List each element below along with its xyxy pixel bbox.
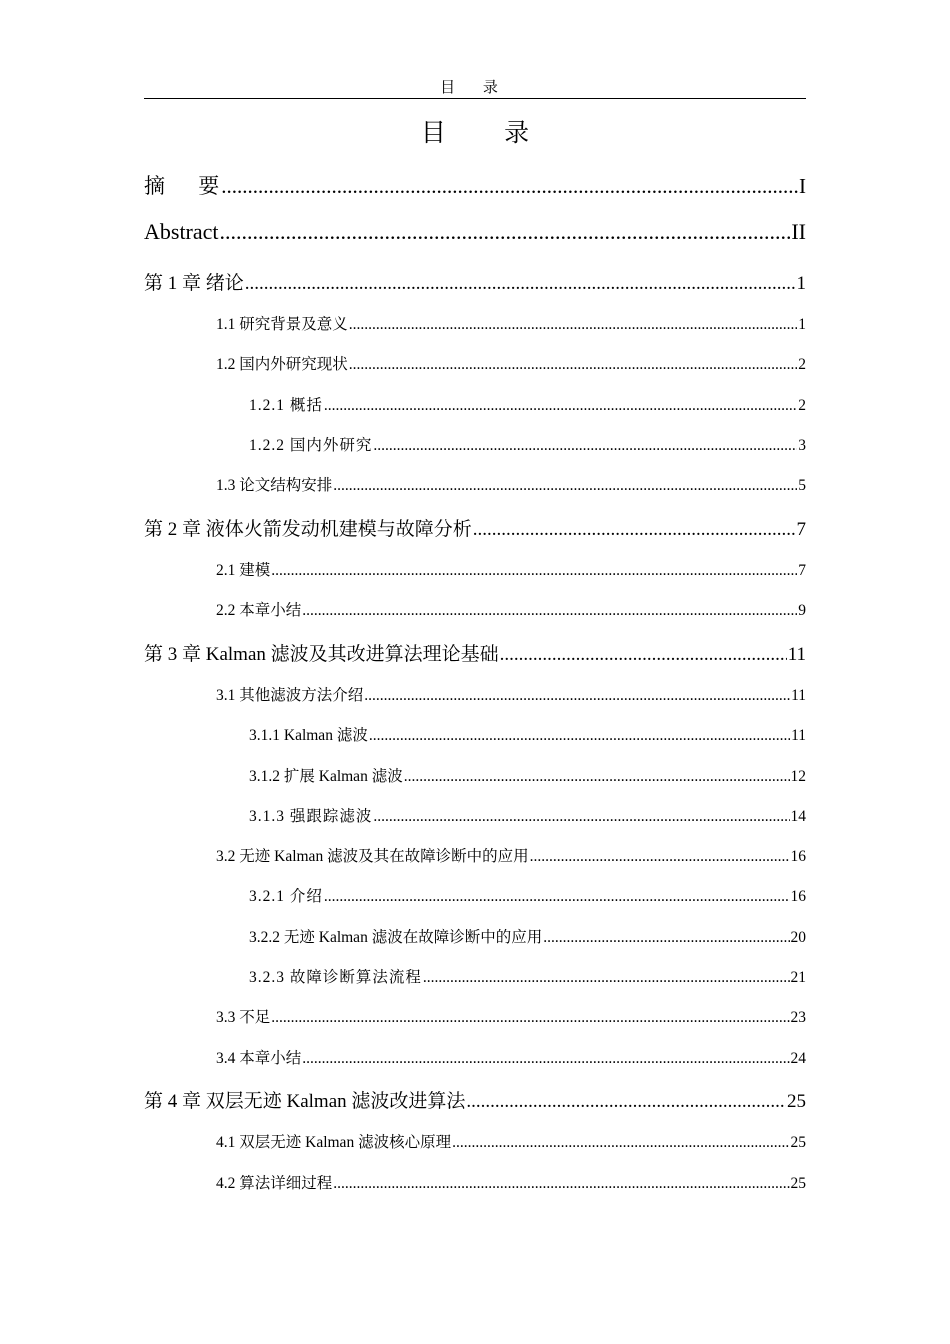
toc-leader-dots [530,848,790,866]
toc-entry-label: 3.4 本章小结 [216,1050,302,1067]
toc-entry-section[interactable] [216,598,806,620]
toc-entry-page: 12 [790,768,806,785]
toc-entry-page: 25 [790,1175,806,1192]
toc-entry-page: I [799,174,806,198]
toc-entry-page: 20 [790,929,806,946]
toc-entry-label: 3.1.1 Kalman 滤波 [249,727,368,744]
toc-entry-label: 3.2.1 介绍 [249,888,323,905]
toc-entry-chapter-2[interactable] [144,514,806,541]
toc-leader-dots [473,519,796,541]
toc-leader-dots [373,808,789,826]
toc-entry-subsection[interactable] [249,925,806,947]
toc-leader-dots [221,174,798,199]
toc-entry-page: 5 [798,477,806,494]
toc-leader-dots [324,397,797,415]
toc-leader-dots [333,1175,789,1193]
toc-entry-section[interactable] [216,352,806,374]
toc-leader-dots [302,602,797,620]
page-title: 目 录 [420,120,556,147]
toc-entry-label: 摘 要 [144,174,234,198]
toc-entry-subsection[interactable] [249,764,806,786]
toc-entry-page: 16 [790,848,806,865]
toc-leader-dots [466,1091,786,1113]
toc-leader-dots [324,888,790,906]
toc-entry-label: 2.1 建模 [216,562,271,579]
toc-entry-section[interactable] [216,844,806,866]
toc-entry-section[interactable] [216,1005,806,1027]
toc-entry-chapter-1[interactable] [144,268,806,295]
toc-entry-page: 3 [798,437,806,454]
toc-entry-label: 第 3 章 Kalman 滤波及其改进算法理论基础 [144,644,499,665]
toc-entry-section[interactable] [216,473,806,495]
running-header: 目 录 [440,80,510,96]
toc-entry-page: 1 [798,316,806,333]
header-rule [144,98,806,99]
toc-entry-page: 24 [790,1050,806,1067]
toc-entry-label: 第 4 章 双层无迹 Kalman 滤波改进算法 [144,1091,466,1112]
toc-entry-section[interactable] [216,1046,806,1068]
toc-entry-chapter-4[interactable] [144,1086,806,1113]
toc-entry-subsection[interactable] [249,723,806,745]
toc-entry-label: 2.2 本章小结 [216,602,302,619]
toc-leader-dots [349,356,797,374]
toc-entry-label: 第 2 章 液体火箭发动机建模与故障分析 [144,519,472,540]
toc-leader-dots [245,273,796,295]
toc-entry-page: 11 [791,687,806,704]
toc-entry-page: 23 [790,1009,806,1026]
toc-entry-page: II [791,219,806,244]
toc-leader-dots [369,727,790,745]
toc-entry-label: 1.3 论文结构安排 [216,477,333,494]
toc-entry-section[interactable] [216,1171,806,1193]
toc-entry-subsection[interactable] [249,884,806,906]
toc-entry-label: 3.1 其他滤波方法介绍 [216,687,364,704]
toc-entry-page: 2 [798,397,806,414]
toc-entry-page: 9 [798,602,806,619]
toc-entry-page: 7 [796,519,806,540]
toc-entry-subsection[interactable] [249,804,806,826]
toc-entry-label: Abstract [144,219,219,244]
toc-entry-section[interactable] [216,1130,806,1152]
toc-entry-page: 14 [790,808,806,825]
toc-entry-label: 3.2 无迹 Kalman 滤波及其在故障诊断中的应用 [216,848,529,865]
toc-leader-dots [452,1134,789,1152]
toc-entry-page: 11 [791,727,806,744]
toc-entry-subsection[interactable] [249,433,806,455]
toc-entry-subsection[interactable] [249,393,806,415]
toc-entry-page: 21 [790,969,806,986]
toc-leader-dots [500,644,787,666]
toc-entry-label: 1.2.2 国内外研究 [249,437,373,454]
toc-entry-section[interactable] [216,683,806,705]
toc-entry-label: 1.1 研究背景及意义 [216,316,348,333]
toc-entry-page: 16 [790,888,806,905]
toc-leader-dots [373,437,797,455]
toc-leader-dots [271,1009,789,1027]
toc-entry-section[interactable] [216,558,806,580]
toc-leader-dots [271,562,797,580]
toc-entry-label: 1.2 国内外研究现状 [216,356,348,373]
toc-entry-label: 3.3 不足 [216,1009,271,1026]
toc-leader-dots [333,477,797,495]
toc-entry-label: 3.1.2 扩展 Kalman 滤波 [249,768,403,785]
toc-entry-label: 4.2 算法详细过程 [216,1175,333,1192]
toc-entry-page: 1 [796,273,806,294]
toc-entry-chapter-3[interactable] [144,639,806,666]
toc-entry-label: 1.2.1 概括 [249,397,323,414]
toc-leader-dots [423,969,790,987]
toc-entry-label: 第 1 章 绪论 [144,273,244,294]
toc-entry-label: 4.1 双层无迹 Kalman 滤波核心原理 [216,1134,452,1151]
toc-entry-label: 3.2.3 故障诊断算法流程 [249,969,422,986]
toc-leader-dots [220,219,791,245]
toc-entry-page: 25 [787,1091,806,1112]
toc-leader-dots [349,316,797,334]
toc-entry-label: 3.1.3 强跟踪滤波 [249,808,373,825]
toc-leader-dots [543,929,789,947]
toc-leader-dots [404,768,790,786]
toc-entry-label: 3.2.2 无迹 Kalman 滤波在故障诊断中的应用 [249,929,543,946]
toc-entry-page: 2 [798,356,806,373]
toc-entry-page: 11 [787,644,806,665]
toc-entry-page: 25 [790,1134,806,1151]
toc-entry-section[interactable] [216,312,806,334]
toc-leader-dots [364,687,790,705]
toc-entry-page: 7 [798,562,806,579]
toc-entry-abstract-cn[interactable] [144,170,806,200]
toc-entry-subsection[interactable] [249,965,806,987]
toc-entry-abstract-en[interactable] [144,219,806,245]
toc-leader-dots [302,1050,789,1068]
